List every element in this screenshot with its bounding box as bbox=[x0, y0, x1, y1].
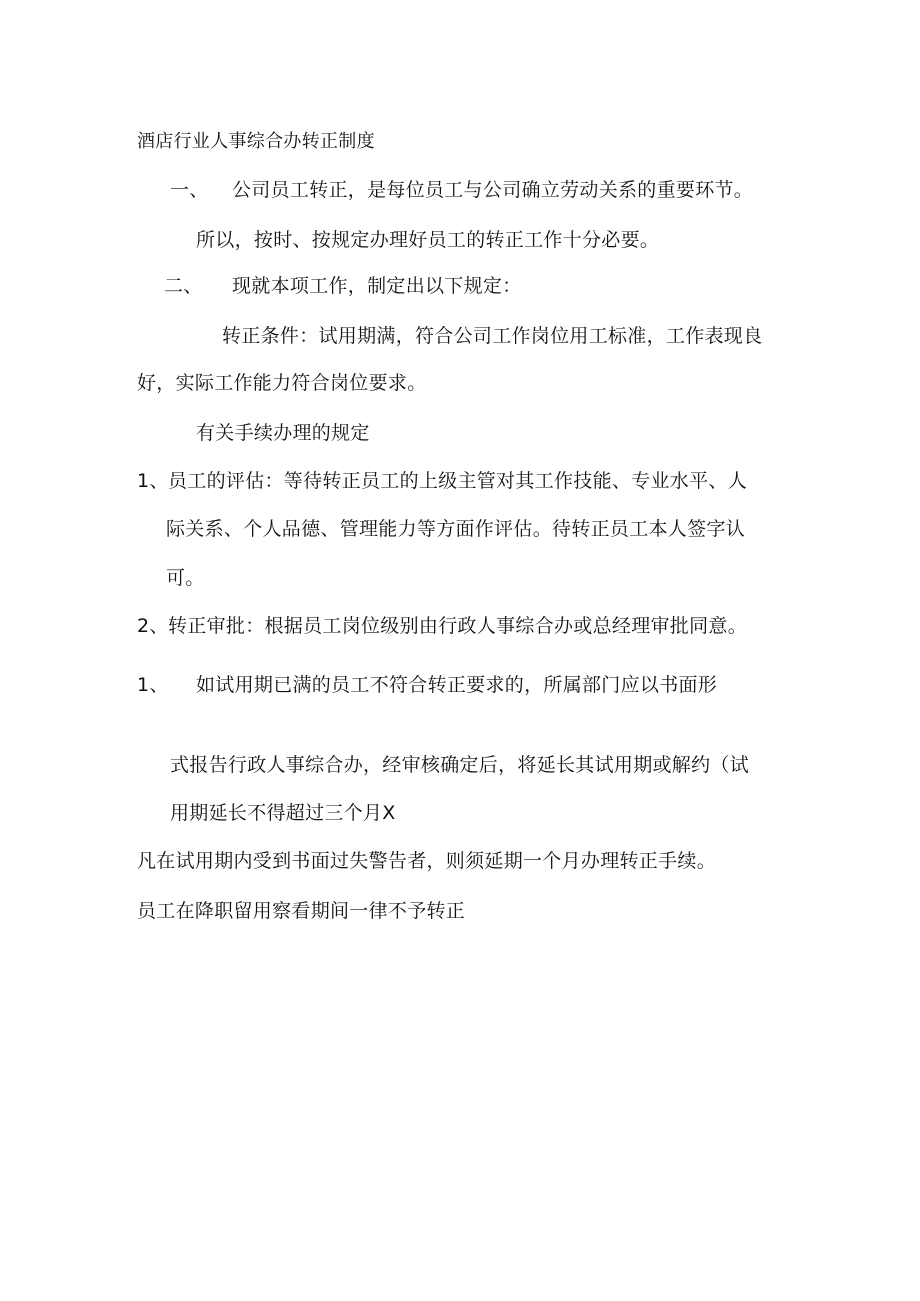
rule-warning: 凡在试用期内受到书面过失警告者，则须延期一个月办理转正手续。 bbox=[137, 850, 717, 872]
item1-line1: 员工的评估：等待转正员工的上级主管对其工作技能、专业水平、人 bbox=[168, 470, 748, 492]
item3-marker: 1、 bbox=[137, 674, 169, 696]
section1-continuation: 所以，按时、按规定办理好员工的转正工作十分必要。 bbox=[196, 229, 660, 251]
section2-text: 现就本项工作，制定出以下规定： bbox=[232, 275, 522, 297]
item1-line2: 际关系、个人品德、管理能力等方面作评估。待转正员工本人签字认 bbox=[166, 518, 746, 540]
section2-marker: 二、 bbox=[164, 275, 203, 297]
item1-line3: 可。 bbox=[166, 567, 205, 589]
section1-marker: 一、 bbox=[170, 179, 209, 201]
item1-marker: 1、 bbox=[137, 470, 169, 492]
document-title: 酒店行业人事综合办转正制度 bbox=[137, 131, 375, 152]
item2-marker: 2、 bbox=[137, 615, 169, 637]
item3-line2: 式报告行政人事综合办，经审核确定后，将延长其试用期或解约（试 bbox=[170, 754, 750, 776]
procedures-heading: 有关手续办理的规定 bbox=[196, 422, 370, 444]
section1-text: 公司员工转正，是每位员工与公司确立劳动关系的重要环节。 bbox=[232, 179, 754, 201]
item3-line1: 如试用期已满的员工不符合转正要求的，所属部门应以书面形 bbox=[196, 674, 718, 696]
conditions-line1: 转正条件：试用期满，符合公司工作岗位用工标准，工作表现良 bbox=[222, 325, 763, 347]
rule-demotion: 员工在降职留用察看期间一律不予转正 bbox=[137, 900, 466, 922]
item3-line3: 用期延长不得超过三个月X bbox=[170, 802, 396, 824]
item2-line1: 转正审批：根据员工岗位级别由行政人事综合办或总经理审批同意。 bbox=[168, 615, 748, 637]
conditions-line2: 好，实际工作能力符合岗位要求。 bbox=[137, 372, 427, 394]
